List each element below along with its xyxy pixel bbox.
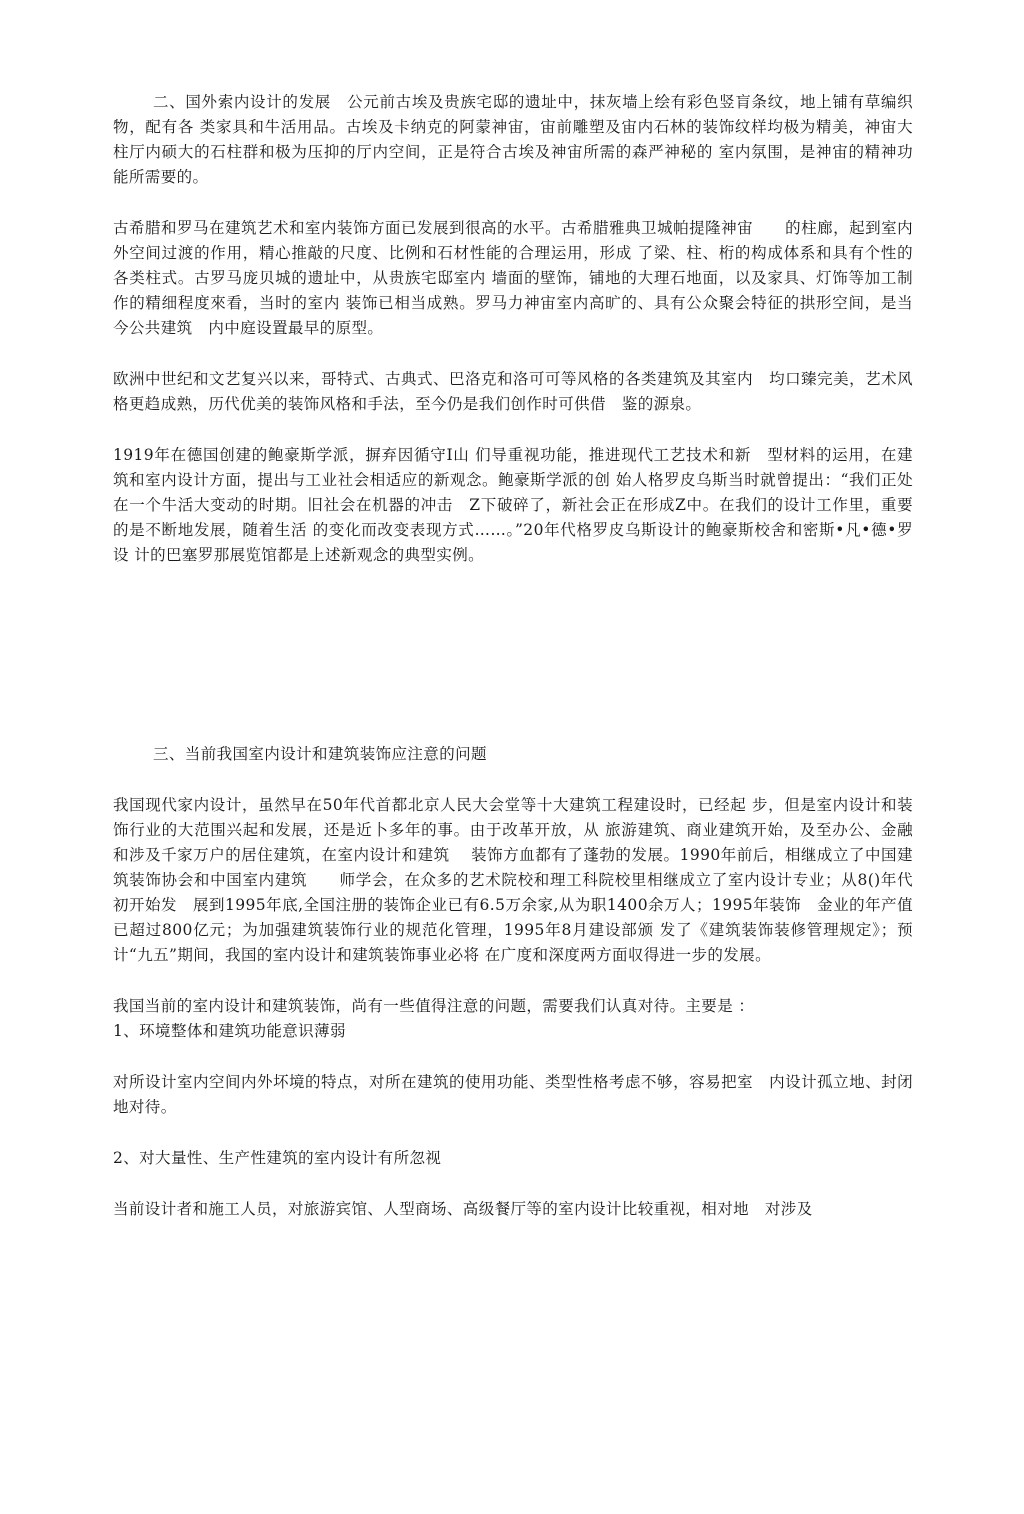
list-item-1-title: 1、环境整体和建筑功能意识薄弱 [113, 1022, 346, 1040]
list-item-2-body: 当前设计者和施工人员，对旅游宾馆、人型商场、高级餐厅等的室内设计比较重视，相对地 对涉及 [113, 1200, 813, 1218]
list-item-1-body: 对所设计室内空间内外坏境的特点，对所在建筑的使用功能、类型性格考虑不够，容易把室 内设计孤立地、封闭地对待。 [113, 1073, 913, 1116]
section2-paragraph-4: 1919年在德国创建的鲍豪斯学派，摒弃因循守I山 们导重视功能，推进现代工艺技术和新 型材料的运用，在建筑和室内设计方面，提出与工业社会相适应的新观念。鲍豪斯学派的创 始人格罗皮乌斯当时就曾提出：“我们正处在一个牛活大变动的时期。旧社会在机器的冲击 Z下破碎了，新社会正在形成Z中。在我们的设计工作里，重要的是不断地发展，随着生活 的变化而改变表现方式……。”20年代格罗皮乌斯设计的鲍豪斯校舍和密斯•凡•德•罗设 计的巴塞罗那展览馆都是上述新观念的典型实例。 [113, 446, 913, 564]
section2-paragraph-3: 欧洲中世纪和文艺复兴以来，哥特式、古典式、巴洛克和洛可可等风格的各类建筑及其室内 均口臻完美，艺术风格更趋成熟，历代优美的装饰风格和手法，至今仍是我们创作时可供借 鉴的源泉。 [113, 370, 913, 413]
list-item-2-title: 2、对大量性、生产性建筑的室内设计有所忽视 [113, 1149, 442, 1167]
section3-paragraph-2: 我国当前的室内设计和建筑装饰，尚有一些值得注意的问题，需要我们认真对待。主要是 ： [113, 997, 755, 1015]
section3-heading: 三、当前我国室内设计和建筑装饰应注意的问题 [153, 745, 487, 763]
section2-paragraph-2: 古希腊和罗马在建筑艺术和室内装饰方面已发展到很高的水平。古希腊雅典卫城帕提隆神宙 的柱廊，起到室内外空间过渡的作用，精心推敲的尺度、比例和石材性能的合理运用，形成 了梁、柱、桁的构成体系和具有个性的各类柱式。古罗马庞贝城的遗址中，从贵族宅邸室内 墙面的壁饰，铺地的大理石地面，以及家具、灯饰等加工制作的精细程度來看，当时的室内 装饰已相当成熟。罗马力神宙室内高旷的、具有公众聚会特征的拱形空间，是当今公共建筑 内中庭设置最早的原型。 [113, 219, 913, 337]
document-page [113, 90, 913, 1222]
section2-paragraph-1: 二、国外索内设计的发展 公元前古埃及贵族宅邸的遗址中，抹灰墙上绘有彩色竖肓条纹，地上铺有草编织物，配有各 类家具和牛活用品。古埃及卡纳克的阿蒙神宙，宙前雕塑及宙内石林的装饰纹样均极为精美，神宙大柱厅内硕大的石柱群和极为压抑的厅内空间，正是符合古埃及神宙所需的森严神秘的 室内氛围，是神宙的精神功能所需要的。 [113, 93, 913, 186]
section3-paragraph-1: 我国现代家内设计，虽然早在50年代首都北京人民大会堂等十大建筑工程建设时，已经起 步，但是室内设计和装饰行业的大范围兴起和发展，还是近卜多年的事。由于改革开放，从 旅游建筑、商业建筑开始，及至办公、金融和涉及千家万户的居住建筑，在室内设计和建筑 装饰方血都有了蓬勃的发展。1990年前后，相继成立了中国建筑装饰协会和中国室内建筑 师学会，在众多的艺术院校和理工科院校里相继成立了室内设计专业；从8()年代初开始发 展到1995年底,全国注册的装饰企业已有6.5万余家,从为职1400余万人；1995年装饰 金业的年产值已超过800亿元；为加强建筑装饰行业的规范化管理，1995年8月建设部颁 发了《建筑装饰装修管理规定》；预计“九五”期间，我国的室内设计和建筑装饰事业必将 在广度和深度两方面収得进一步的发展。 [113, 796, 913, 964]
